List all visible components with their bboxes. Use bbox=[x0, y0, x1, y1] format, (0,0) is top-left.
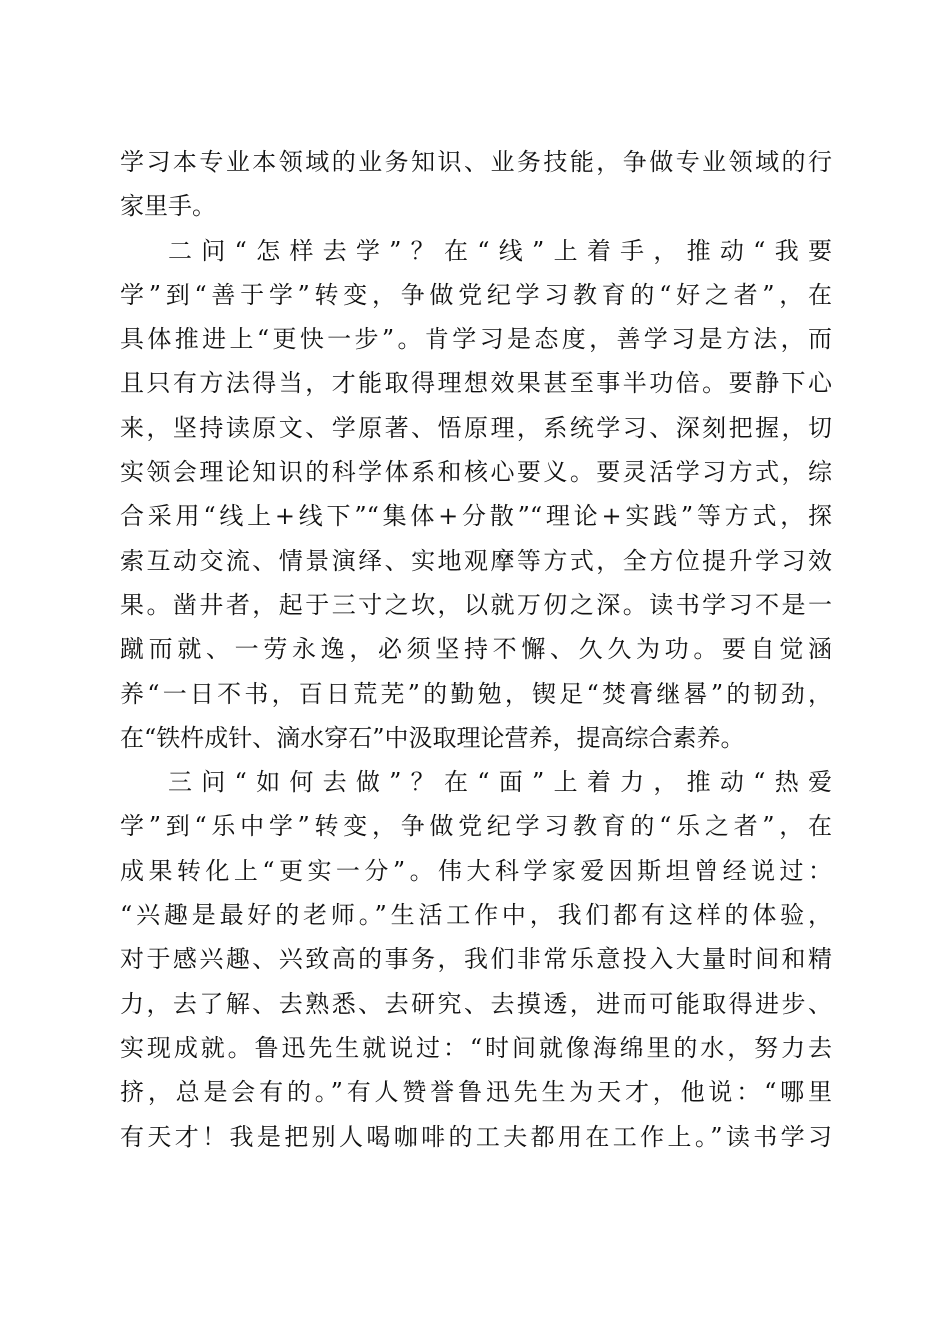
text-line: 具体推进上“更快一步”。肯学习是态度，善学习是方法，而 bbox=[120, 325, 832, 354]
body-text bbox=[120, 140, 832, 1159]
text-line: 且只有方法得当，才能取得理想效果甚至事半功倍。要静下心 bbox=[120, 369, 832, 398]
text-line: 来，坚持读原文、学原著、悟原理，系统学习、深刻把握，切 bbox=[120, 413, 832, 442]
text-line: “兴趣是最好的老师。”生活工作中，我们都有这样的体验， bbox=[120, 901, 832, 930]
text-line: 挤，总是会有的。”有人赞誉鲁迅先生为天才，他说：“哪里 bbox=[120, 1078, 832, 1107]
text-line: 家里手。 bbox=[120, 192, 216, 221]
text-line: 学”到“乐中学”转变，争做党纪学习教育的“乐之者”，在 bbox=[120, 812, 832, 841]
text-line: 学习本专业本领域的业务知识、业务技能，争做专业领域的行 bbox=[120, 148, 832, 176]
text-line: 实领会理论知识的科学体系和核心要义。要灵活学习方式，综 bbox=[120, 458, 832, 487]
text-line: 合采用“线上+线下”“集体+分散”“理论+实践”等方式，探 bbox=[120, 502, 832, 531]
text-line: 索互动交流、情景演绎、实地观摩等方式，全方位提升学习效 bbox=[120, 546, 832, 575]
text-line: 学”到“善于学”转变，争做党纪学习教育的“好之者”，在 bbox=[120, 280, 832, 309]
paragraph-start-line: 二问“怎样去学”？在“线”上着手，推动“我要 bbox=[168, 236, 832, 265]
paragraph-start-line: 三问“如何去做”？在“面”上着力，推动“热爱 bbox=[168, 768, 832, 797]
text-line: 成果转化上“更实一分”。伟大科学家爱因斯坦曾经说过： bbox=[120, 856, 832, 885]
text-line: 有天才！我是把别人喝咖啡的工夫都用在工作上。”读书学习 bbox=[120, 1122, 832, 1151]
text-line: 力，去了解、去熟悉、去研究、去摸透，进而可能取得进步、 bbox=[120, 989, 832, 1018]
text-line: 果。凿井者，起于三寸之坎，以就万仞之深。读书学习不是一 bbox=[120, 590, 832, 619]
text-line: 养“一日不书，百日荒芜”的勤勉，锲足“焚膏继晷”的韧劲， bbox=[120, 679, 832, 708]
text-line: 在“铁杵成针、滴水穿石”中汲取理论营养，提高综合素养。 bbox=[120, 723, 745, 752]
text-line: 实现成就。鲁迅先生就说过：“时间就像海绵里的水，努力去 bbox=[120, 1033, 832, 1062]
text-line: 对于感兴趣、兴致高的事务，我们非常乐意投入大量时间和精 bbox=[120, 945, 832, 974]
text-line: 蹴而就、一劳永逸，必须坚持不懈、久久为功。要自觉涵 bbox=[120, 635, 832, 664]
